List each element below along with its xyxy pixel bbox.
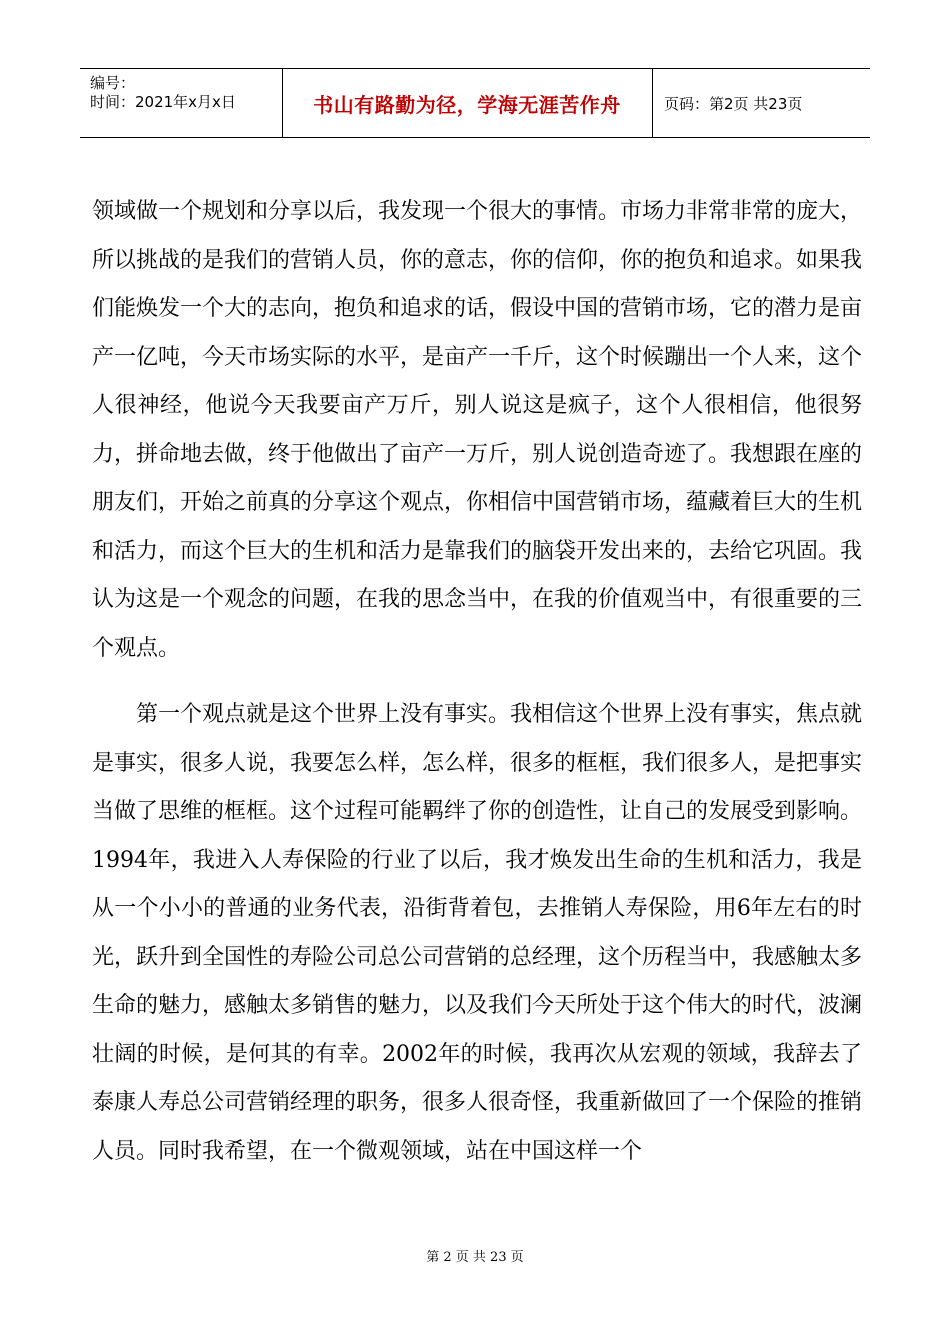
document-number-label: 编号： xyxy=(90,74,136,92)
page-footer: 第 2 页 共 23 页 xyxy=(426,1250,524,1265)
paragraph-1: 领域做一个规划和分享以后，我发现一个很大的事情。市场力非常非常的庞大，所以挑战的是我们的营销人员，你的意志，你的信仰，你的抱负和追求。如果我们能焕发一个大的志向，抱负和追求的话，假设中国的营销市场，它的潜力是亩产一亿吨，今天市场实际的水平，是亩产一千斤，这个时候蹦出一个人来，这个人很神经，他说今天我要亩产万斤，别人说这是疯子，这个人很相信，他很努力，拼命地去做，终于他做出了亩产一万斤，别人说创造奇迹了。我想跟在座的朋友们，开始之前真的分享这个观点，你相信中国营销市场，蕴藏着巨大的生机和活力，而这个巨大的生机和活力是靠我们的脑袋开发出来的，去给它巩固。我认为这是一个观念的问题，在我的思念当中，在我的价值观当中，有很重要的三个观点。 xyxy=(92,199,863,661)
header-page-cell xyxy=(652,69,870,137)
header-page-code: 页码：第2页 共23页 xyxy=(664,94,803,113)
document-date: 时间：2021年x月x日 xyxy=(90,93,236,111)
header-info-cell xyxy=(80,69,283,137)
document-body xyxy=(92,188,862,1176)
header-motto-cell xyxy=(282,69,653,137)
page-header xyxy=(80,68,870,138)
header-motto: 书山有路勤为径，学海无涯苦作舟 xyxy=(313,92,621,117)
paragraph-2: 第一个观点就是这个世界上没有事实。我相信这个世界上没有事实，焦点就是事实，很多人说，我要怎么样，怎么样，很多的框框，我们很多人，是把事实当做了思维的框框。这个过程可能羁绊了你的创造性，让自己的发展受到影响。1994年，我进入人寿保险的行业了以后，我才焕发出生命的生机和活力，我是从一个小小的普通的业务代表，沿街背着包，去推销人寿保险，用6年左右的时光，跃升到全国性的寿险公司总公司营销的总经理，这个历程当中，我感触太多生命的魅力，感触太多销售的魅力，以及我们今天所处于这个伟大的时代，波澜壮阔的时候，是何其的有幸。2002年的时候，我再次从宏观的领域，我辞去了泰康人寿总公司营销经理的职务，很多人很奇怪，我重新做回了一个保险的推销人员。同时我希望，在一个微观领域，站在中国这样一个 xyxy=(92,702,863,1164)
